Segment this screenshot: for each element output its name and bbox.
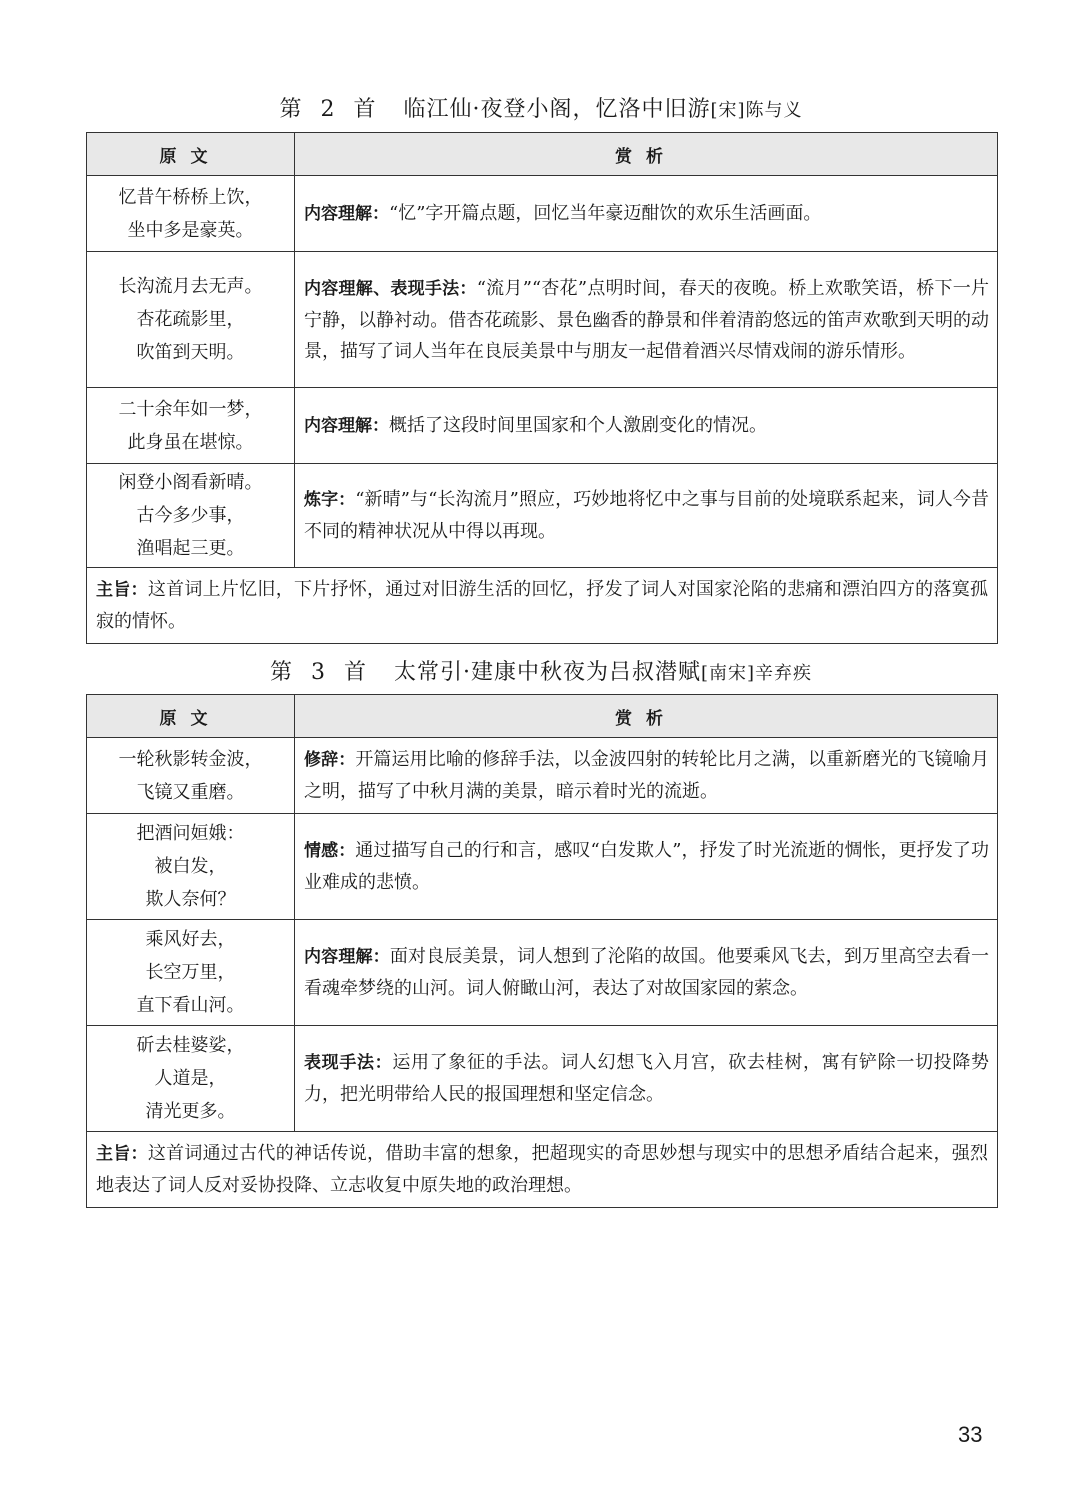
original-text: 忆昔午桥桥上饮， 坐中多是豪英。: [87, 176, 295, 252]
original-text: 一轮秋影转金波， 飞镜又重磨。: [87, 738, 295, 814]
table-row: [87, 738, 998, 814]
poem-number: 第 2 首: [279, 97, 382, 122]
table-header: [87, 695, 998, 738]
theme-text: 主旨：这首词通过古代的神话传说，借助丰富的想象，把超现实的奇思妙想与现实中的思想矛盾结合起来，强烈地表达了词人反对妥协投降、立志收复中原失地的政治理想。: [87, 1132, 998, 1208]
theme-text: 主旨：这首词上片忆旧，下片抒怀，通过对旧游生活的回忆，抒发了词人对国家沦陷的悲痛和漂泊四方的落寞孤寂的情怀。: [87, 568, 998, 644]
table-row: [87, 388, 998, 464]
poem-name: 临江仙·夜登小阁，忆洛中旧游: [403, 97, 711, 122]
table-row: [87, 1026, 998, 1132]
poem-3-title: [0, 655, 1082, 686]
poem-author: 辛弃疾: [755, 663, 813, 684]
analysis-text: 内容理解：“忆”字开篇点题，回忆当年豪迈酣饮的欢乐生活画面。: [295, 176, 998, 252]
poem-dynasty: [宋]: [710, 100, 746, 121]
table-row: [87, 176, 998, 252]
table-row: [87, 464, 998, 568]
header-original: 原文: [87, 133, 295, 176]
header-analysis: 赏析: [295, 133, 998, 176]
poem-2-title: [0, 92, 1082, 123]
table-row: [87, 252, 998, 388]
analysis-text: 炼字：“新晴”与“长沟流月”照应，巧妙地将忆中之事与目前的处境联系起来，词人今昔不同的精神状况从中得以再现。: [295, 464, 998, 568]
analysis-text: 情感：通过描写自己的行和言，感叹“白发欺人”，抒发了时光流逝的惆怅，更抒发了功业难成的悲愤。: [295, 814, 998, 920]
original-text: 长沟流月去无声。 杏花疏影里， 吹笛到天明。: [87, 252, 295, 388]
table-header: [87, 133, 998, 176]
analysis-text: 修辞：开篇运用比喻的修辞手法，以金波四射的转轮比月之满，以重新磨光的飞镜喻月之明，描写了中秋月满的美景，暗示着时光的流逝。: [295, 738, 998, 814]
analysis-text: 内容理解、表现手法：“流月”“杏花”点明时间，春天的夜晚。桥上欢歌笑语，桥下一片宁静，以静衬动。借杏花疏影、景色幽香的静景和伴着清韵悠远的笛声欢歌到天明的动景，描写了词人当年在良辰美景中与朋友一起借着酒兴尽情戏闹的游乐情形。: [295, 252, 998, 388]
original-text: 斫去桂婆娑， 人道是， 清光更多。: [87, 1026, 295, 1132]
poem-number: 第 3 首: [269, 660, 372, 685]
theme-row: [87, 1132, 998, 1208]
theme-row: [87, 568, 998, 644]
table-row: [87, 920, 998, 1026]
analysis-text: 内容理解：概括了这段时间里国家和个人激剧变化的情况。: [295, 388, 998, 464]
poem-author: 陈与义: [745, 100, 803, 121]
analysis-text: 内容理解：面对良辰美景，词人想到了沦陷的故国。他要乘风飞去，到万里高空去看一看魂牵梦绕的山河。词人俯瞰山河，表达了对故国家园的萦念。: [295, 920, 998, 1026]
poem-2-table: [86, 132, 998, 644]
table-row: [87, 814, 998, 920]
poem-dynasty: [南宋]: [700, 663, 756, 684]
original-text: 把酒问姮娥： 被白发， 欺人奈何？: [87, 814, 295, 920]
poem-name: 太常引·建康中秋夜为吕叔潜赋: [393, 660, 701, 685]
original-text: 二十余年如一梦， 此身虽在堪惊。: [87, 388, 295, 464]
header-original: 原文: [87, 695, 295, 738]
header-analysis: 赏析: [295, 695, 998, 738]
analysis-text: 表现手法：运用了象征的手法。词人幻想飞入月宫，砍去桂树，寓有铲除一切投降势力，把光明带给人民的报国理想和坚定信念。: [295, 1026, 998, 1132]
original-text: 闲登小阁看新晴。 古今多少事， 渔唱起三更。: [87, 464, 295, 568]
page-number: 33: [958, 1422, 983, 1447]
original-text: 乘风好去， 长空万里， 直下看山河。: [87, 920, 295, 1026]
poem-3-table: [86, 694, 998, 1208]
